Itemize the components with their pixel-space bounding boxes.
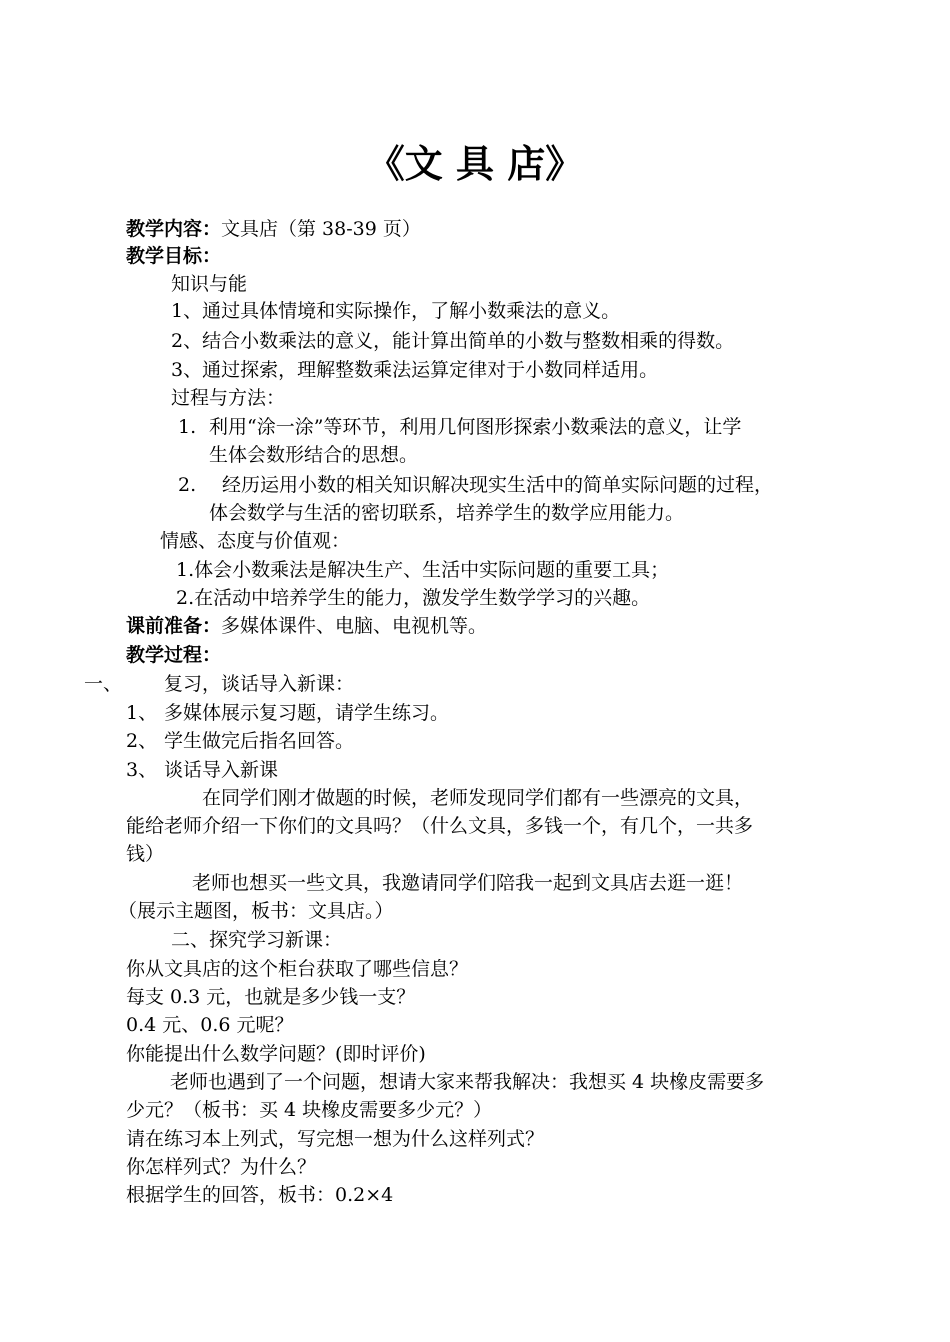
- prep-label: 课前准备：: [126, 615, 222, 637]
- page-title: 《文 具 店》: [366, 141, 584, 186]
- paragraph-line: 老师也遇到了一个问题，想请大家来帮我解决：我想买 4 块橡皮需要多: [170, 1071, 765, 1093]
- paragraph-line: （展示主题图，板书：文具店。）: [118, 900, 394, 922]
- tail-line: 请在练习本上列式，写完想一想为什么这样列式？: [126, 1128, 545, 1150]
- emotion-heading: 情感、态度与价值观：: [160, 530, 351, 552]
- step-text: 多媒体展示复习题，请学生练习。: [164, 702, 450, 724]
- step-num: 3、: [126, 759, 158, 781]
- paragraph-line: 在同学们刚才做题的时候，老师发现同学们都有一些漂亮的文具，: [202, 787, 754, 809]
- knowledge-item: 2、结合小数乘法的意义，能计算出简单的小数与整数相乘的得数。: [171, 330, 735, 352]
- step-text: 谈话导入新课: [164, 759, 279, 781]
- knowledge-heading: 知识与能: [171, 273, 248, 295]
- prep-value: 多媒体课件、电脑、电视机等。: [221, 615, 488, 637]
- process-item-line: 经历运用小数的相关知识解决现实生活中的简单实际问题的过程，: [222, 474, 774, 496]
- process-item-num: 2.: [178, 474, 197, 496]
- prep-line: [126, 613, 487, 639]
- process-item-line: 体会数学与生活的密切联系，培养学生的数学应用能力。: [209, 502, 685, 524]
- paragraph-line: 老师也想买一些文具，我邀请同学们陪我一起到文具店去逛一逛！: [192, 872, 744, 894]
- question-line: 每支 0.3 元，也就是多少钱一支？: [126, 986, 416, 1008]
- step-num: 1、: [126, 702, 158, 724]
- paragraph-line: 少元？（板书：买 4 块橡皮需要多少元？）: [126, 1099, 493, 1121]
- question-line: 你从文具店的这个柜台获取了哪些信息？: [126, 958, 469, 980]
- question-line: 你能提出什么数学问题？(即时评价): [126, 1043, 426, 1065]
- emotion-item: 2.在活动中培养学生的能力，激发学生数学学习的兴趣。: [176, 587, 651, 609]
- content-value: 文具店（第 38-39 页）: [221, 218, 421, 240]
- paragraph-line: 钱）: [126, 843, 165, 865]
- process-item-line: 生体会数形结合的思想。: [209, 444, 419, 466]
- knowledge-item: 1、通过具体情境和实际操作，了解小数乘法的意义。: [171, 300, 621, 322]
- goals-label: 教学目标：: [126, 245, 222, 267]
- section1-num: 一、: [84, 673, 123, 695]
- content-line: [126, 216, 421, 242]
- content-label: 教学内容：: [126, 218, 222, 240]
- tail-line: 根据学生的回答，板书：0.2×4: [126, 1184, 394, 1206]
- step-num: 2、: [126, 730, 158, 752]
- emotion-item: 1.体会小数乘法是解决生产、生活中实际问题的重要工具；: [176, 559, 670, 581]
- section2-title: 二、探究学习新课：: [171, 929, 343, 951]
- step-text: 学生做完后指名回答。: [164, 730, 355, 752]
- tail-line: 你怎样列式？为什么？: [126, 1156, 317, 1178]
- process-item-line: 利用“涂一涂”等环节，利用几何图形探索小数乘法的意义，让学: [209, 416, 742, 438]
- knowledge-item: 3、通过探索，理解整数乘法运算定律对于小数同样适用。: [171, 359, 659, 381]
- paragraph-line: 能给老师介绍一下你们的文具吗？（什么文具，多钱一个，有几个，一共多: [126, 815, 754, 837]
- process-label: 教学过程：: [126, 644, 222, 666]
- question-line: 0.4 元、0.6 元呢？: [126, 1014, 294, 1036]
- process-heading: 过程与方法：: [171, 387, 286, 409]
- process-item-num: 1.: [178, 416, 197, 438]
- section1-title: 复习，谈话导入新课：: [164, 673, 355, 695]
